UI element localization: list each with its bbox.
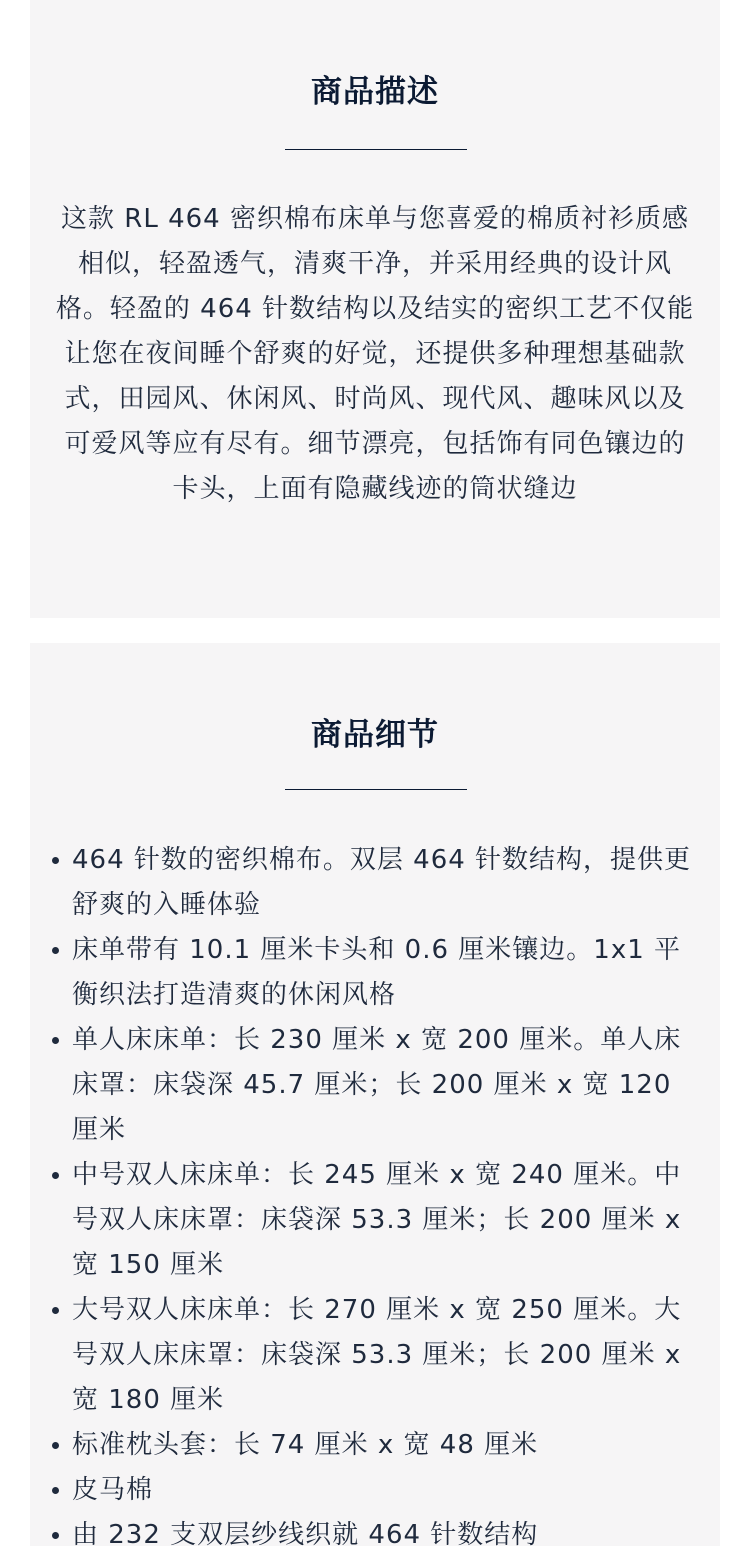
list-item-text: 大号双人床床单：长 270 厘米 x 宽 250 厘米。大号双人床床罩：床袋深 53.3 厘米；长 200 厘米 x 宽 180 厘米 — [72, 1295, 682, 1415]
product-description-title: 商品描述 — [311, 74, 439, 110]
list-item — [72, 1288, 696, 1423]
list-item — [72, 1468, 696, 1513]
list-item — [72, 1153, 696, 1288]
list-item-text: 标准枕头套：长 74 厘米 x 宽 48 厘米 — [72, 1430, 539, 1460]
list-item-text: 464 针数的密织棉布。双层 464 针数结构，提供更舒爽的入睡体验 — [72, 845, 692, 920]
list-item — [72, 1423, 696, 1468]
bullet-icon — [52, 1172, 59, 1179]
title-divider — [285, 789, 467, 790]
product-description-text: 这款 RL 464 密织棉布床单与您喜爱的棉质衬衫质感相似，轻盈透气，清爽干净，并采用经典的设计风格。轻盈的 464 针数结构以及结实的密织工艺不仅能让您在夜间睡个舒爽的好觉，还提供多种理想基础款式，田园风、休闲风、时尚风、现代风、趣味风以及可爱风等应有尽有。细节漂亮，包括饰有同色镶边的卡头，上面有隐藏线迹的筒状缝边 — [55, 204, 695, 504]
list-item-text: 床单带有 10.1 厘米卡头和 0.6 厘米镶边。1x1 平衡织法打造清爽的休闲风格 — [72, 935, 682, 1010]
list-item-text: 由 232 支双层纱线织就 464 针数结构 — [72, 1520, 539, 1550]
title-divider — [285, 149, 467, 150]
bullet-icon — [52, 947, 59, 954]
list-item — [72, 1513, 696, 1558]
product-description-card — [30, 0, 720, 618]
product-details-card — [30, 643, 720, 1550]
bullet-icon — [52, 1307, 59, 1314]
bullet-icon — [52, 1487, 59, 1494]
product-details-list — [72, 838, 696, 1558]
list-item-text: 中号双人床床单：长 245 厘米 x 宽 240 厘米。中号双人床床罩：床袋深 53.3 厘米；长 200 厘米 x 宽 150 厘米 — [72, 1160, 682, 1280]
bullet-icon — [52, 1037, 59, 1044]
list-item — [72, 838, 696, 928]
product-details-title: 商品细节 — [311, 717, 439, 753]
list-item — [72, 928, 696, 1018]
list-item-text: 单人床床单：长 230 厘米 x 宽 200 厘米。单人床床罩：床袋深 45.7 厘米；长 200 厘米 x 宽 120 厘米 — [72, 1025, 682, 1145]
bullet-icon — [52, 1442, 59, 1449]
list-item — [72, 1018, 696, 1153]
bullet-icon — [52, 857, 59, 864]
bullet-icon — [52, 1532, 59, 1539]
list-item-text: 皮马棉 — [72, 1475, 154, 1505]
